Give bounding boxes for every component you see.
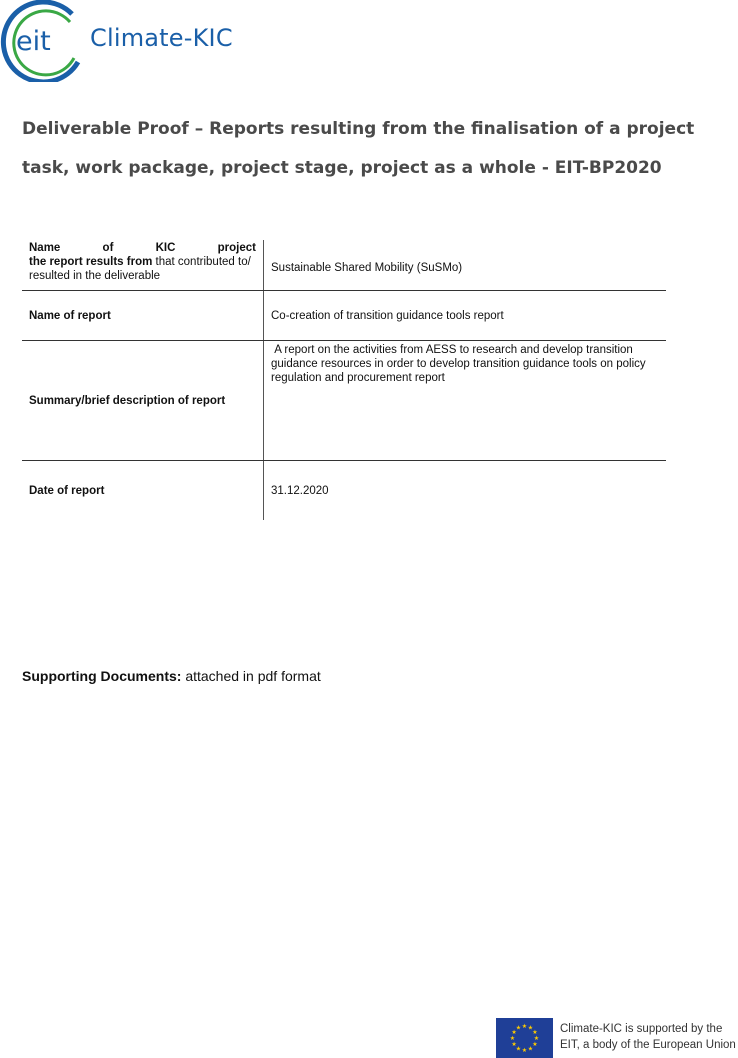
table-row <box>22 290 666 340</box>
project-name-label <box>22 240 264 290</box>
climate-kic-logo <box>0 0 270 82</box>
eu-star-icon: ★ <box>515 1045 522 1053</box>
eu-flag-icon <box>496 1018 553 1058</box>
eu-star-icon: ★ <box>532 1041 538 1048</box>
report-name-value: Co-creation of transition guidance tools report <box>271 309 504 322</box>
table-row <box>22 340 666 460</box>
page-title: Deliverable Proof – Reports resulting from the finalisation of a project task, work package, project stage, project as a whole - EIT-BP2020 <box>22 119 695 178</box>
summary-label: Summary/brief description of report <box>22 341 264 460</box>
brand-name: Climate-KIC <box>90 24 233 52</box>
eu-star-icon: ★ <box>511 1029 517 1036</box>
eit-logo-icon <box>0 0 90 82</box>
label-continuation: the report results from that contributed to/ resulted in the deliverable <box>29 256 251 282</box>
date-value: 31.12.2020 <box>271 484 329 497</box>
eu-star-icon: ★ <box>521 1023 528 1030</box>
eu-star-icon: ★ <box>527 1045 534 1053</box>
project-name-value: Sustainable Shared Mobility (SuSMo) <box>271 262 463 274</box>
deliverable-table <box>22 240 666 520</box>
eu-support-footer <box>496 1018 738 1058</box>
supporting-documents <box>22 668 321 684</box>
eit-mark-text: eit <box>16 26 51 57</box>
summary-value: A report on the activities from AESS to research and develop transition guidance resources in order to develop transition guidance tools on policy regulation and procurement report <box>271 344 649 384</box>
eu-star-icon: ★ <box>527 1024 534 1032</box>
table-row <box>22 240 666 290</box>
label-line: Name of KIC project <box>29 242 256 254</box>
footer-text: Climate-KIC is supported by the EIT, a body of the European Union <box>560 1023 736 1051</box>
supporting-label: Supporting Documents: <box>22 668 182 684</box>
supporting-value: attached in pdf format <box>181 668 321 684</box>
table-row <box>22 460 666 520</box>
report-name-label: Name of report <box>22 291 264 340</box>
eu-star-icon: ★ <box>533 1035 540 1042</box>
eu-star-icon: ★ <box>521 1047 528 1054</box>
eu-star-icon: ★ <box>511 1041 517 1048</box>
eu-star-icon: ★ <box>509 1035 516 1042</box>
eu-star-icon: ★ <box>532 1029 538 1036</box>
eu-star-icon: ★ <box>515 1024 522 1032</box>
date-label: Date of report <box>22 461 264 520</box>
